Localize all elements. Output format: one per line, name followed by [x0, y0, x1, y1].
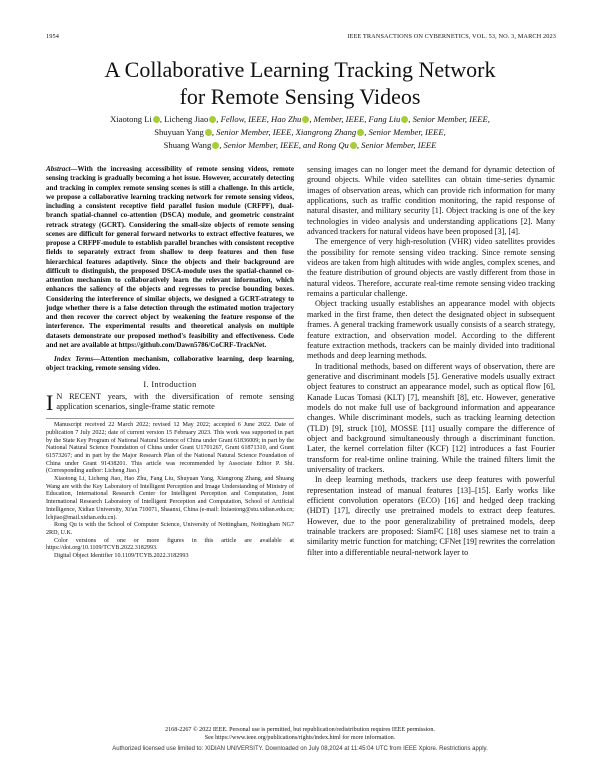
author-text: , Senior Member, IEEE,	[408, 114, 490, 124]
index-terms-lead: Index Terms—	[54, 355, 101, 363]
body-paragraph: In traditional methods, based on different ways of observation, there are generative and discriminant models [5]. Generative models usually extract object features to construct an appearance model, such as optical flow [6], Kanade Lucas Tomasi (KLT) [7], meanshift [8], etc. However, generative models do not make full use of background information and appearance changes. While discriminant models, such as tracking learning detection (TLD) [9], struck [10], MOSSE [11] usually compare the difference of object and background simultaneously through a discriminant function. Later, the kernel correlation filter (KCF) [12] introduces a fast Fourier transform for real-time online training. While the trained filters limit the universality of trackers.	[307, 361, 555, 474]
body-paragraph: sensing images can no longer meet the demand for dynamic detection of ground objects. While video satellites can obtain time-series dynamic images of observation areas, which can provide rich information for many applications, such as traffic condition monitoring, the rapid response of natural disaster, and military security [1]. Object tracking is one of the key technologies in video analysis and understanding applications [2]. Many advanced trackers for natural videos have been proposed [3], [4].	[307, 165, 555, 237]
intro-paragraph	[46, 389, 294, 415]
author-line-2	[40, 126, 560, 139]
body-paragraph: In deep learning methods, trackers use deep features with powerful representation instead of manual features [13]–[15]. Early works like efficient convolution operators (ECO) [16] and hedged deep tracking (HDT) [17], directly use pretrained models to extract deep features. However, due to the poor generalizability of pretrained models, deep trainable trackers are proposed: SiamFC [18] uses siamese net to train a similarity metric function for matching; CFNet [19] rewrites the correlation filter into a differentiable neural-network layer to	[307, 475, 555, 557]
footnote-doi: Digital Object Identifier 10.1109/TCYB.2022.3182993	[54, 553, 189, 560]
author-text: , Fellow, IEEE, Hao Zhu	[216, 114, 302, 124]
author-text: , Senior Member, IEEE	[356, 139, 437, 150]
right-column	[307, 165, 555, 558]
footnotes	[46, 418, 294, 561]
abstract-text: With the increasing accessibility of remote sensing videos, remote sensing tracking is gradually becoming a hot issue. However, accurately detecting and tracking in complex remote sensing scenes is still a challenge. In this article, we propose a collaborative learning tracking network for remote sensing videos, including a consistent receptive field parallel fusion module (CRFPF), dual-branch spatial-channel co-attention (DSCA) module, and geometric constraint retrack strategy (GCRT). Considering the small-size objects of remote sensing scenes are difficult for general forward networks to extract effective features, we propose a CRFPF-module to establish parallel branches with consistent receptive fields to separately extract from shallow to deep features and then fuse hierarchical features adaptively. Since the objects and their background are difficult to distinguish, the proposed DSCA-module uses the spatial-channel co-attention mechanism to collaboratively learn the relevant information, which enhances the saliency of the objects and regresses to precise bounding boxes. Considering the interference of similar objects, we designed a GCRT-strategy to judge whether there is a false detection through the estimated motion trajectory and then recover the correct object by weakening the feature response of the interference. The experimental results and theoretical analysis on multiple datasets demonstrate our proposed method's feasibility and effectiveness. Code and net are available at https://github.com/Dawn5786/CoCRF-TrackNet.	[46, 165, 294, 349]
author-text: Xiaotong Li	[110, 114, 152, 124]
orcid-icon[interactable]	[205, 129, 212, 136]
page-number: 1954	[46, 33, 59, 40]
author-text: , Member, IEEE, Fang Liu	[309, 114, 401, 124]
paper-title	[40, 56, 560, 110]
footnote-color: Color versions of one or more figures in this article are available at https://doi.org/10.1109/TCYB.2022.3182993.	[46, 537, 294, 552]
orcid-icon[interactable]	[153, 116, 160, 123]
author-text: Shuyuan Yang	[154, 126, 204, 137]
abstract	[46, 165, 294, 350]
intro-text: years, with the diversification of remote sensing application scenarios, single-frame static remote	[56, 391, 294, 411]
left-column	[46, 165, 294, 561]
body-paragraph: The emergence of very high-resolution (VHR) video satellites provides the possibility for remote sensing video tracking. Since remote sensing videos are taken from high altitudes with wide angles, complex scenes, and the feature distribution of ground objects are vastly different from those in natural videos. Therefore, accurate real-time remote sensing video tracking remains a particular challenge.	[307, 237, 555, 299]
intro-smallcaps: N RECENT	[56, 391, 101, 401]
orcid-icon[interactable]	[350, 142, 357, 149]
license-notice: Authorized licensed use limited to: XIDIAN UNIVERSITY. Downloaded on July 08,2024 at 11:45:04 UTC from IEEE Xplore. Restrictions apply.	[112, 746, 488, 752]
footnote-affiliation-2: Rong Qu is with the School of Computer Science, University of Nottingham, Nottingham NG7 2RD, U.K.	[46, 522, 294, 536]
copyright-line-2: See https://www.ieee.org/publications/rights/index.html for more information.	[204, 734, 396, 741]
footnote-manuscript: Manuscript received 22 March 2022; revised 12 May 2022; accepted 6 June 2022. Date of publication 7 July 2022; date of current version 15 February 2023. This work was supported in part by the State Key Program of National Natural Science of China under Grant 61836009; in part by the National Natural Science Foundation of China under Grant U1701267, Grant 61871310, and Grant 61573267; and in part by the Major Research Plan of the National Natural Science Foundation of China under Grant 91438201. This article was recommended by Associate Editor P. Shi. (Corresponding author: Licheng Jiao.)	[46, 422, 294, 475]
section-heading: I. Introduction	[143, 379, 197, 389]
index-terms-text: Attention mechanism, collaborative learning, deep learning, object tracking, remote sensing video.	[46, 355, 295, 373]
copyright-line-1: 2168-2267 © 2022 IEEE. Personal use is permitted, but republication/redistribution requires IEEE permission.	[165, 727, 435, 733]
author-line-3	[40, 139, 560, 152]
title-line-2: for Remote Sensing Videos	[179, 84, 421, 109]
author-line-1	[40, 113, 560, 126]
footnote-affiliation: Xiaotong Li, Licheng Jiao, Hao Zhu, Fang Liu, Shuyuan Yang, Xiangrong Zhang, and Shuang Wang are with the Key Laboratory of Intelligent Perception and Image Understanding of Ministry of Education, International Research Center for Intelligent Perception and Computation, Joint International Research Laboratory of Intelligent Perception and Computation, School of Artificial Intelligence, Xidian University, Xi'an 710071, Shaanxi, China (e-mail: lixiaotong@stu.xidian.edu.cn; lchjiao@mail.xidian.edu.cn).	[46, 476, 294, 521]
drop-cap: I	[46, 389, 54, 415]
body-paragraph: Object tracking usually establishes an appearance model with objects marked in the first frame, then detect the designated object in subsequent frames. A general tracking framework usually consists of a search strategy, feature extraction, and observation model. According to the different feature extraction methods, trackers can be mainly divided into traditional methods and deep learning methods.	[307, 299, 555, 361]
author-text: , Senior Member, IEEE, Xiangrong Zhang	[211, 126, 357, 137]
index-terms	[46, 355, 294, 374]
author-text: , Senior Member, IEEE,	[364, 126, 446, 137]
copyright-notice	[46, 727, 554, 742]
abstract-lead: Abstract—	[46, 165, 78, 173]
author-text: , Licheng Jiao	[159, 114, 209, 124]
title-line-1: A Collaborative Learning Tracking Network	[104, 57, 496, 82]
author-text: , Senior Member, IEEE, and Rong Qu	[219, 139, 349, 150]
author-text: Shuang Wang	[163, 139, 212, 150]
author-list	[40, 113, 560, 151]
journal-header: IEEE TRANSACTIONS ON CYBERNETICS, VOL. 53, NO. 3, MARCH 2023	[347, 33, 556, 40]
